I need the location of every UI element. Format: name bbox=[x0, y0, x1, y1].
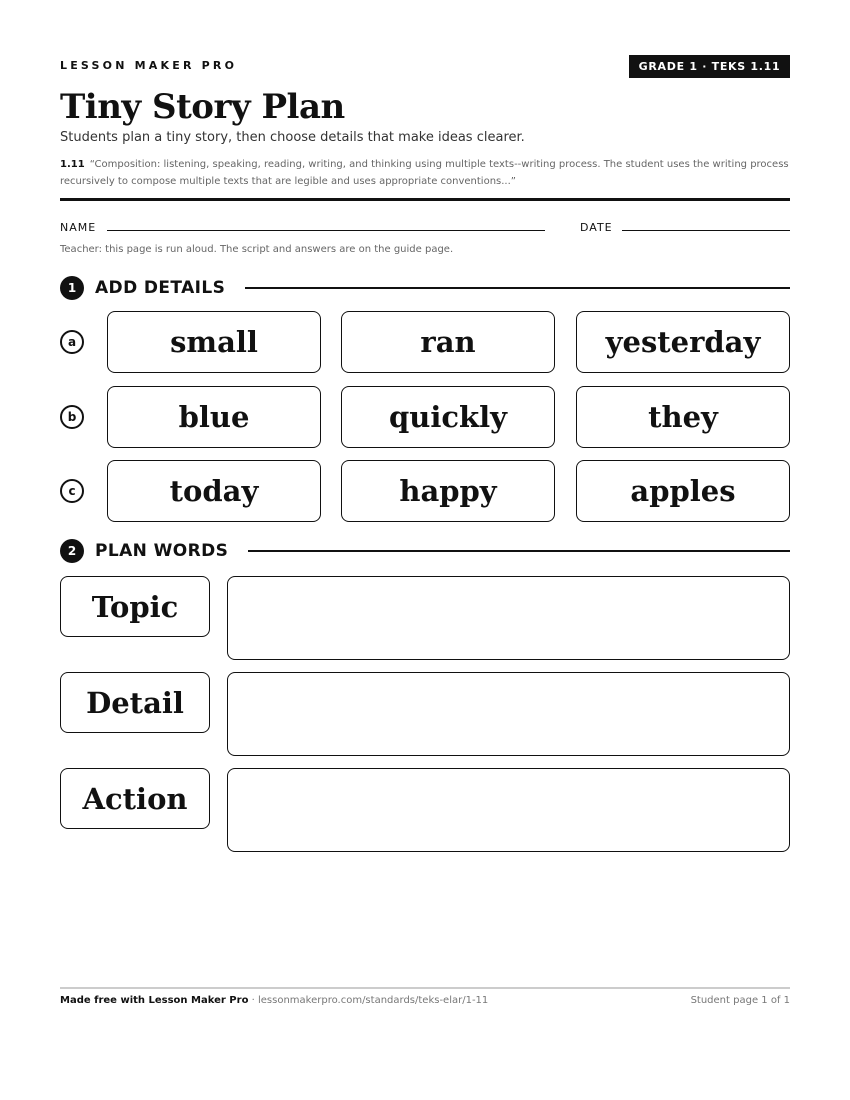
footer-divider bbox=[60, 987, 790, 989]
row-letter-badge: c bbox=[60, 479, 84, 503]
footer-url[interactable]: · lessonmakerpro.com/standards/teks-elar/1-11 bbox=[248, 995, 489, 1006]
word-row bbox=[60, 311, 790, 373]
section-title: ADD DETAILS bbox=[95, 278, 226, 298]
name-field[interactable] bbox=[107, 230, 545, 231]
section-rule bbox=[245, 287, 790, 289]
section-number-badge: 2 bbox=[60, 539, 84, 563]
date-field[interactable] bbox=[622, 230, 790, 231]
word-card[interactable]: happy bbox=[341, 460, 555, 522]
word-card[interactable]: ran bbox=[341, 311, 555, 373]
word-row bbox=[60, 460, 790, 522]
word-card[interactable]: they bbox=[576, 386, 790, 448]
word-row bbox=[60, 386, 790, 448]
word-card[interactable]: small bbox=[107, 311, 321, 373]
detail-answer-box[interactable] bbox=[227, 672, 790, 756]
plan-label-detail: Detail bbox=[60, 672, 210, 733]
footer-page-number: Student page 1 of 1 bbox=[690, 995, 790, 1006]
topic-answer-box[interactable] bbox=[227, 576, 790, 660]
section-add-details-header bbox=[60, 276, 790, 300]
word-card[interactable]: apples bbox=[576, 460, 790, 522]
footer-made-with: Made free with Lesson Maker Pro bbox=[60, 995, 249, 1006]
footer-credit bbox=[60, 995, 488, 1006]
action-answer-box[interactable] bbox=[227, 768, 790, 852]
teacher-note: Teacher: this page is run aloud. The script and answers are on the guide page. bbox=[60, 244, 454, 255]
plan-label-action: Action bbox=[60, 768, 210, 829]
word-card[interactable]: today bbox=[107, 460, 321, 522]
section-rule bbox=[248, 550, 790, 552]
row-letter-badge: a bbox=[60, 330, 84, 354]
header-divider bbox=[60, 198, 790, 201]
word-card[interactable]: yesterday bbox=[576, 311, 790, 373]
date-label: DATE bbox=[580, 221, 613, 234]
section-title: PLAN WORDS bbox=[95, 541, 229, 561]
worksheet-page bbox=[60, 0, 790, 1100]
section-plan-words-header bbox=[60, 539, 790, 563]
plan-label-topic: Topic bbox=[60, 576, 210, 637]
standard-text: “Composition: listening, speaking, reading, writing, and thinking using multiple texts--writing process. The student uses the writing process recursively to compose multiple texts that are legible and uses appropriate conventions...” bbox=[60, 159, 789, 187]
brand-name: LESSON MAKER PRO bbox=[60, 59, 238, 72]
standard-description bbox=[60, 156, 790, 190]
grade-badge: GRADE 1 · TEKS 1.11 bbox=[629, 55, 790, 78]
standard-code: 1.11 bbox=[60, 159, 85, 170]
section-number-badge: 1 bbox=[60, 276, 84, 300]
name-label: NAME bbox=[60, 221, 97, 234]
row-letter-badge: b bbox=[60, 405, 84, 429]
word-card[interactable]: blue bbox=[107, 386, 321, 448]
page-title: Tiny Story Plan bbox=[60, 87, 345, 127]
page-subtitle: Students plan a tiny story, then choose details that make ideas clearer. bbox=[60, 130, 525, 145]
word-card[interactable]: quickly bbox=[341, 386, 555, 448]
